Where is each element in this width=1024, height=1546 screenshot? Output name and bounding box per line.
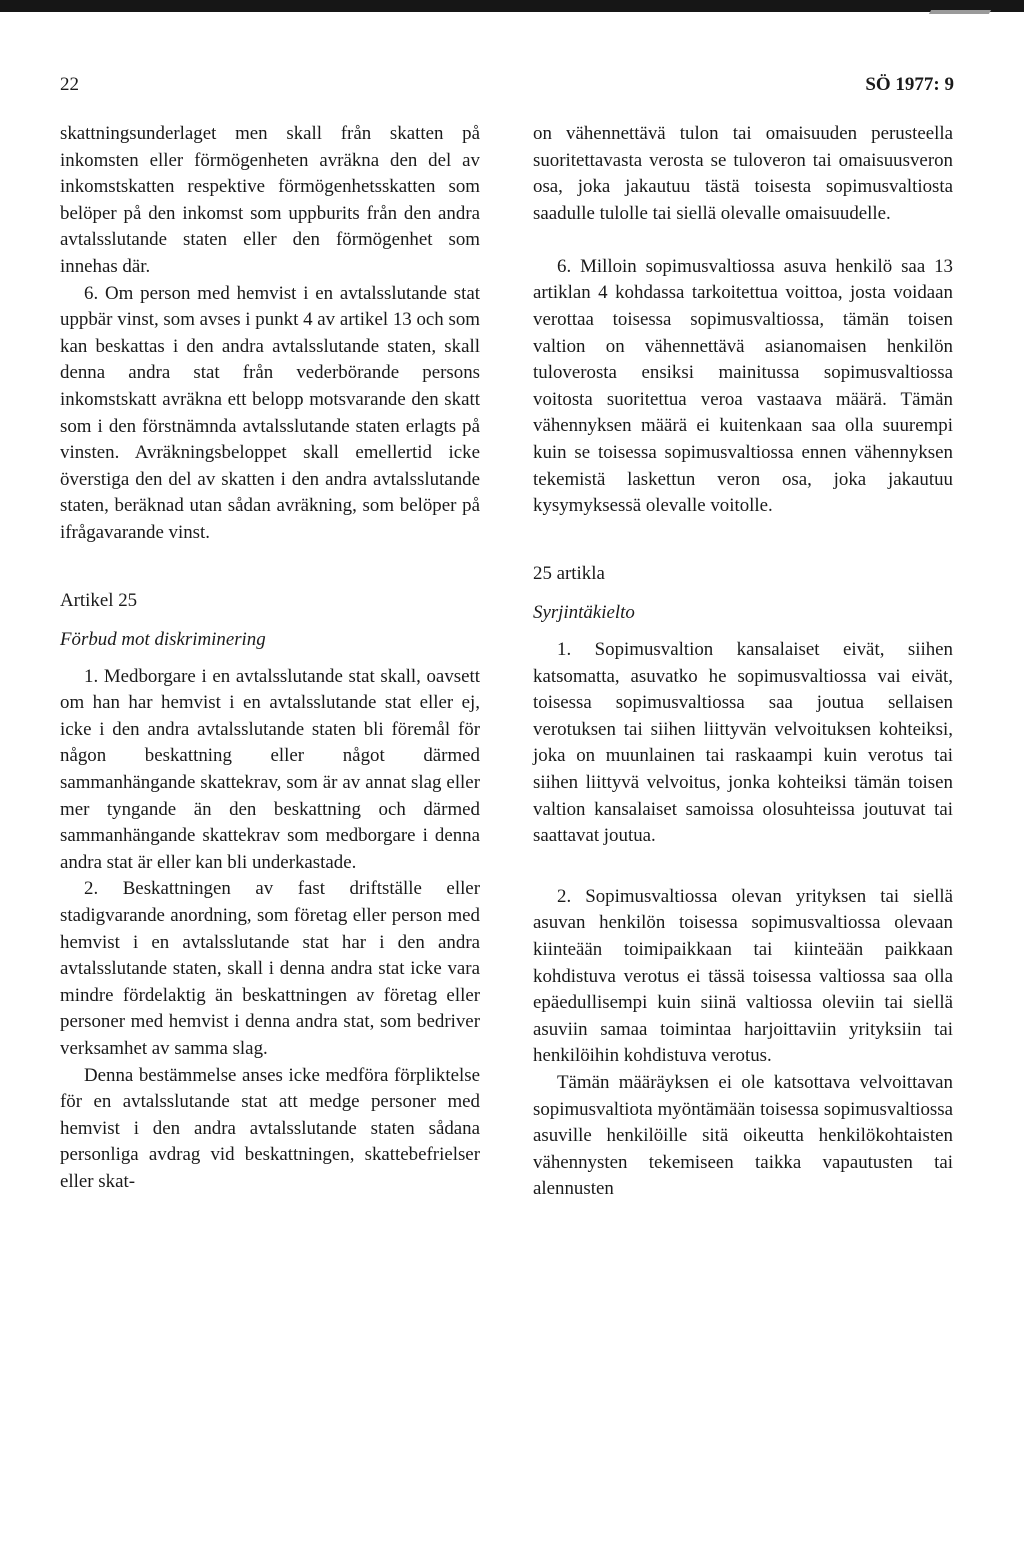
sv-article-paragraph-1: 1. Medborgare i en avtalsslutande stat skall, oavsett om han har hemvist i en avtalsslutande stat eller ej, icke i den andra avtalsslutande staten bli föremål för någon beskattning eller något därmed sammanhängande skattekrav, som är av annat slag eller mer tyngande än den beskattning och därmed sammanhängande skattekrav som medborgare i denna andra stat är eller kan bli underkastade. <box>60 665 480 873</box>
sv-article-paragraph-2: 2. Beskattningen av fast driftställe eller stadigvarande anordning, som företag eller person med hemvist i en avtalsslutande stat har i den andra avtalsslutande staten, skall i denna andra stat icke vara mindre fördelaktig än beskattningen av företag eller personer med hemvist i denna andra stat, som bedriver verksamhet av samma slag. <box>60 878 480 1059</box>
sv-paragraph-6: 6. Om person med hemvist i en avtalsslutande stat uppbär vinst, som avses i punkt 4 av artikel 13 och som kan beskattas i den andra avtalsslutande staten, skall denna andra stat från vederbörande persons inkomstskatt avräkna ett belopp motsvarande den skatt som i den förstnämnda avtalsslutande staten erlagts på vinsten. Avräkningsbeloppet skall emellertid icke överstiga den del av skatten i den andra avtalsslutande staten, beräknad utan sådan avräkning, som belöper på ifrågavarande vinst. <box>60 282 480 543</box>
sv-article-subtitle: Förbud mot diskriminering <box>60 629 266 651</box>
fi-paragraph-6: 6. Milloin sopimusvaltiossa asuva henkilö saa 13 artiklan 4 kohdassa tarkoitettua voittoa, josta voidaan verottaa toisessa sopimusvaltiossa, tämän toisen valtion on vähennettävä asianomaisen henkilön tuloverosta ensiksi mainitussa sopimusvaltiossa voitosta suoritettua veroa vastaava määrä. Tämän vähennyksen määrä ei kuitenkaan saa olla suurempi kuin se toisessa sopimusvaltiossa ennen vähennyksen tekemistä laskettun veron osa, joka jakautuu kysymyksessä olevalle voitolle. <box>533 255 953 517</box>
fi-article-paragraph-3: Tämän määräyksen ei ole katsottava velvoittavan sopimusvaltiota myöntämään toisessa sopimusvaltiossa asuville henkilöille sitä oikeutta henkilökohtaisten vähennysten tekemiseen taikka vapautusten tai alennusten <box>533 1071 953 1200</box>
swedish-column <box>60 121 480 1196</box>
page-number: 22 <box>60 74 79 95</box>
fi-article-paragraph-1: 1. Sopimusvaltion kansalaiset eivät, siihen katsomatta, asuvatko he sopimusvaltiossa vai eivät, toisessa sopimusvaltiossa saa joutua sellaisen verotuksen tai siihen liittyvän velvoituksen kohteiksi, joka on muunlainen tai raskaampi kuin verotus tai siihen liittyvä velvoitus, jonka kohteiksi tämän toisen valtion kansalaiset samoissa olosuhteissa joutuvat tai saattavat joutua. <box>533 639 953 847</box>
fi-article-paragraph-2: 2. Sopimusvaltiossa olevan yrityksen tai siellä asuvan henkilön toisessa sopimusvaltiossa olevaan kiinteään toimipaikkaan tai kiinteään paikkaan kohdistuva verotus ei tässä toisessa valtiossa saa olla epäedullisempi kuin siinä valtiossa oleviin tai siellä asuviin samaa toimintaa harjoittaviin yrityksiin tai henkilöihin kohdistuva verotus. <box>533 885 953 1067</box>
fi-paragraph-5-cont: on vähennettävä tulon tai omaisuuden perusteella suoritettavasta verosta se tuloveron tai omaisuusveron osa, joka jakautuu tästä toisesta sopimusvaltiosta saadulle tulolle tai siellä olevalle omaisuudelle. <box>533 123 953 224</box>
sv-paragraph-5-cont: skattningsunderlaget men skall från skatten på inkomsten eller förmögenheten avräkna den del av inkomstskatten respektive förmögenhetsskatten som belöper på den inkomst som uppburits från den andra avtalsslutande staten eller den förmögenhet som innehas där. <box>60 123 480 277</box>
fi-article-title: 25 artikla <box>533 562 605 584</box>
fi-article-subtitle: Syrjintäkielto <box>533 602 635 624</box>
sv-article-paragraph-3: Denna bestämmelse anses icke medföra förpliktelse för en avtalsslutande stat att medge personer med hemvist i den andra avtalsslutande staten sådana personliga avdrag vid beskattningen, skattebefrielser eller skat- <box>60 1064 480 1192</box>
finnish-column <box>533 121 953 1203</box>
sv-article-title: Artikel 25 <box>60 589 138 611</box>
scan-border-artifact <box>929 10 991 14</box>
scan-top-border <box>0 0 1024 12</box>
document-id: SÖ 1977: 9 <box>865 74 954 95</box>
